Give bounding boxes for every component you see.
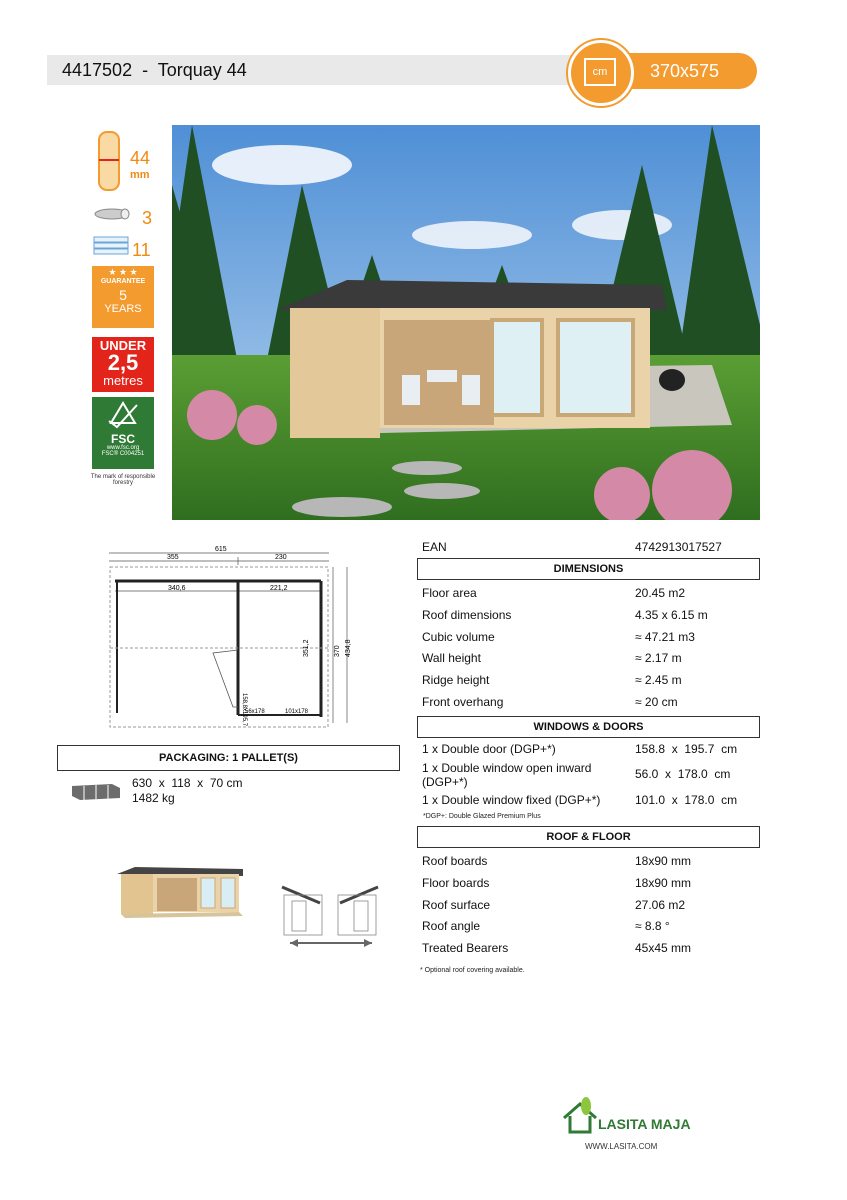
wall-unit: mm xyxy=(130,169,150,181)
roof-floor-heading: ROOF & FLOOR xyxy=(417,826,760,848)
roof-floor-row xyxy=(417,937,760,959)
dimension-row xyxy=(417,669,760,691)
plan-window-1: 56x178 xyxy=(245,709,265,715)
dimension-row-label: Wall height xyxy=(422,651,481,666)
fsc-caption: The mark of responsible forestry xyxy=(90,474,156,486)
under-unit: metres xyxy=(103,373,143,388)
roof-floor-row-value: 27.06 m2 xyxy=(635,897,686,912)
floor-plan xyxy=(105,545,355,730)
guarantee-top: GUARANTEE xyxy=(100,278,146,285)
plan-depth-total: 434,8 xyxy=(345,639,352,657)
log-profile-icon xyxy=(95,130,125,192)
floor-count: 11 xyxy=(132,240,151,260)
brand-name: LASITA MAJA xyxy=(598,1116,691,1132)
dimension-row-value: ≈ 47.21 m3 xyxy=(635,629,695,644)
dimension-row-value: ≈ 2.17 m xyxy=(635,651,682,666)
roof-floor-row-label: Roof angle xyxy=(422,919,481,934)
dimension-row xyxy=(417,691,760,713)
window-row xyxy=(417,789,760,811)
window-row-label: 1 x Double window fixed (DGP+*) xyxy=(422,793,601,807)
plan-depth-outer: 370 xyxy=(334,645,341,657)
plan-total: 615 xyxy=(215,546,227,553)
fsc-code: FSC® C004251 xyxy=(101,451,145,457)
window-row-value: 101.0 x 178.0 cm xyxy=(635,793,738,807)
product-photo xyxy=(172,125,760,520)
roof-angle-diagram xyxy=(280,875,382,953)
dimension-row-value: 20.45 m2 xyxy=(635,586,686,600)
plan-right-width: 230 xyxy=(275,554,287,561)
plan-door: 158,8x195,7 xyxy=(241,693,247,727)
under-top: UNDER xyxy=(99,338,147,353)
dimension-row-label: Floor area xyxy=(422,586,477,600)
fsc-label: FSC xyxy=(111,432,135,446)
packaging-weight: 1482 kg xyxy=(132,791,175,805)
plan-inner-left: 340,6 xyxy=(168,585,186,592)
packaging-dims: 630 x 118 x 70 cm xyxy=(132,776,243,790)
window-row xyxy=(417,761,760,791)
roof-floor-row-value: 45x45 mm xyxy=(635,941,692,956)
dimension-row xyxy=(417,626,760,648)
cm-label: cm xyxy=(584,58,616,86)
roof-roll-icon xyxy=(92,204,132,224)
roof-floor-row-label: Treated Bearers xyxy=(422,941,509,956)
dimension-row-label: Ridge height xyxy=(422,673,490,688)
guarantee-unit: YEARS xyxy=(104,303,142,315)
dimensions-heading: DIMENSIONS xyxy=(417,558,760,580)
pallet-icon xyxy=(70,780,122,802)
roof-floor-row xyxy=(417,915,760,937)
roof-floor-row-label: Roof surface xyxy=(422,897,491,912)
lasita-house-icon xyxy=(560,1096,600,1136)
roof-floor-row xyxy=(417,894,760,916)
window-row-label: 1 x Double door (DGP+*) xyxy=(422,742,556,756)
dimension-row xyxy=(417,647,760,669)
dgp-note: *DGP+: Double Glazed Premium Plus xyxy=(423,813,541,820)
roof-floor-row-label: Roof boards xyxy=(422,854,488,868)
height-limit-badge xyxy=(92,337,154,392)
window-row-value: 158.8 x 195.7 cm xyxy=(635,742,738,756)
packaging-title: PACKAGING: 1 PALLET(S) xyxy=(57,745,400,771)
dimension-row-value: 4.35 x 6.15 m xyxy=(635,607,708,622)
dimension-row-value: ≈ 2.45 m xyxy=(635,673,682,688)
dimension-row-label: Cubic volume xyxy=(422,629,495,644)
under-value: 2,5 xyxy=(107,350,139,375)
wall-thickness: 44 xyxy=(130,148,151,168)
roof-count: 3 xyxy=(142,208,153,228)
plan-window-2: 101x178 xyxy=(285,709,309,715)
brand-website[interactable]: WWW.LASITA.COM xyxy=(585,1142,658,1151)
cabin-thumbnail xyxy=(115,864,245,919)
roof-floor-row-value: 18x90 mm xyxy=(635,854,692,868)
dimension-row-label: Front overhang xyxy=(422,695,504,709)
fsc-badge xyxy=(92,397,154,469)
ean-label: EAN xyxy=(422,540,447,554)
ean-value: 4742913017527 xyxy=(635,540,722,554)
roof-note: * Optional roof covering available. xyxy=(420,967,525,974)
plan-depth-inner: 351,2 xyxy=(303,639,310,657)
dimension-row-label: Roof dimensions xyxy=(422,607,512,622)
roof-floor-row-value: 18x90 mm xyxy=(635,875,692,890)
roof-floor-row-label: Floor boards xyxy=(422,875,490,890)
dimension-row-value: ≈ 20 cm xyxy=(635,695,678,709)
guarantee-badge: ★ ★ ★ GUARANTEE 5 YEARS xyxy=(92,266,154,328)
roof-floor-row-value: ≈ 8.8 ° xyxy=(635,919,670,934)
roof-floor-row xyxy=(417,850,760,872)
guarantee-years: 5 xyxy=(119,287,127,303)
page-title: 4417502 - Torquay 44 xyxy=(62,60,247,80)
window-row-label: 1 x Double window open inward (DGP+*) xyxy=(422,761,592,789)
window-row-value: 56.0 x 178.0 cm xyxy=(635,767,731,781)
plan-left-width: 355 xyxy=(167,554,179,561)
tree-check-icon xyxy=(103,399,143,431)
window-row xyxy=(417,738,760,760)
windows-heading: WINDOWS & DOORS xyxy=(417,716,760,738)
ean-row xyxy=(417,536,760,558)
fsc-site: www.fsc.org xyxy=(106,445,140,451)
floor-board-icon xyxy=(92,234,132,256)
dimension-row xyxy=(417,582,760,604)
dimension-row xyxy=(417,604,760,626)
size-value: 370x575 xyxy=(650,61,720,81)
roof-floor-row xyxy=(417,872,760,894)
plan-inner-right: 221,2 xyxy=(270,585,288,592)
